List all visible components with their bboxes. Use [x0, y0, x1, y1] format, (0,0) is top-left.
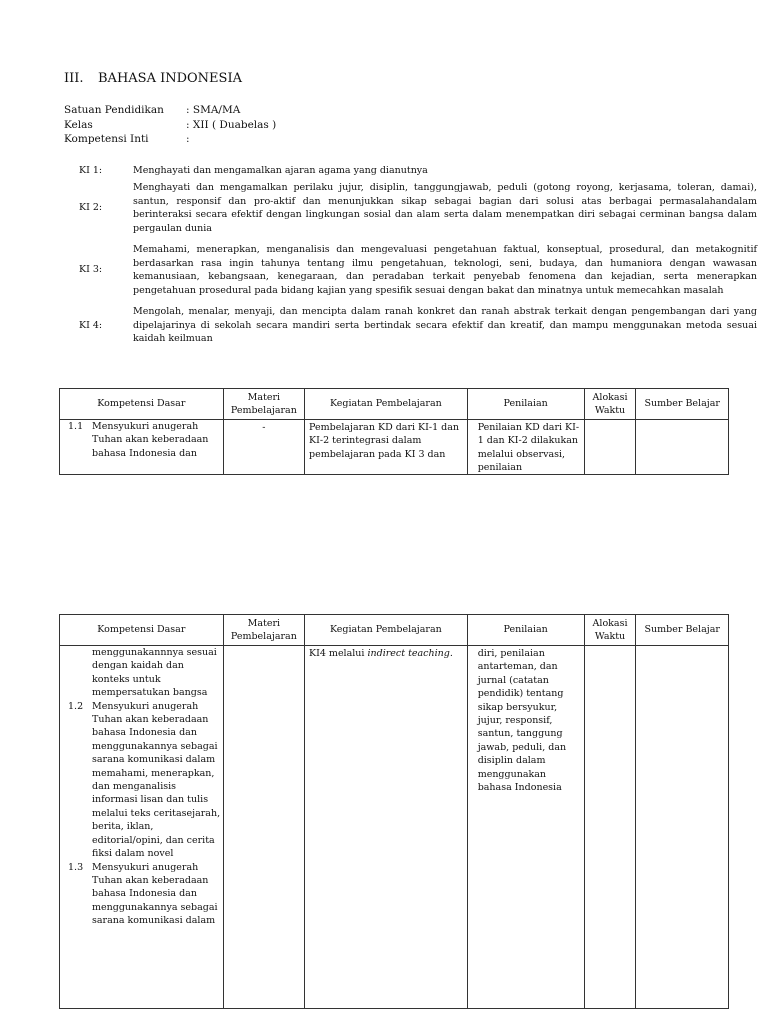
kd-text: Mensyukuri anugerah Tuhan akan keberadaan bahasa Indonesia dan [92, 421, 209, 459]
ki-text: Menghayati dan mengamalkan perilaku jujur, disiplin, tanggungjawab, peduli (gotong royong, kerjasama, toleran, damai), santun, responsif dan pro-aktif dan menunjukkan sikap sebagai bagian dari solusi atas berbagai permasalahandalam berinteraksi secara efektif dengan lingkungan sosial dan alam serta dalam menempatkan diri sebagai cerminan bangsa dalam pergaulan dunia [133, 182, 757, 234]
kd-number: 1.3 [68, 861, 84, 873]
header-materi: Materi Pembelajaran [223, 615, 304, 646]
penilaian-cell [467, 420, 584, 475]
meta-row-kompetensi-inti [64, 132, 276, 147]
ki-label: KI 1: [79, 165, 103, 176]
kegiatan-italic: indirect teaching. [367, 648, 453, 659]
kd-item [60, 700, 223, 861]
meta-label: Satuan Pendidikan [64, 104, 164, 116]
kd-table-2 [59, 614, 729, 1009]
ki-4 [79, 305, 757, 346]
kd-number: 1.2 [68, 700, 84, 712]
header-kegiatan: Kegiatan Pembelajaran [305, 389, 468, 420]
header-materi: Materi Pembelajaran [223, 389, 304, 420]
section-number: III. [64, 71, 84, 86]
kegiatan-text [305, 646, 467, 661]
meta-value: : [186, 133, 190, 145]
ki-2 [79, 181, 757, 235]
kegiatan-text: Pembelajaran KD dari KI-1 dan KI-2 terintegrasi dalam pembelajaran pada KI 3 dan [309, 422, 460, 460]
header-kd: Kompetensi Dasar [60, 615, 224, 646]
penilaian-text: diri, penilaian antarteman, dan jurnal (catatan pendidik) tentang sikap bersyukur, jujur, responsif, santun, tanggung jawab, peduli, dan disiplin dalam menggunakan bahasa Indonesia [477, 648, 567, 794]
table-row [60, 420, 729, 475]
table-row [60, 646, 729, 1009]
sumber-cell [636, 420, 729, 475]
kd-text: Mensyukuri anugerah Tuhan akan keberadaan bahasa Indonesia dan menggunakannya sebagai sarana komunikasi dalam [92, 861, 218, 927]
meta-row-kelas [64, 118, 276, 133]
header-kegiatan: Kegiatan Pembelajaran [305, 615, 468, 646]
penilaian-cell [467, 646, 584, 1009]
sumber-cell [636, 646, 729, 1009]
penilaian-text: Penilaian KD dari KI-1 dan KI-2 dilakukan melalui observasi, penilaian [477, 422, 580, 474]
meta-block [64, 103, 276, 147]
kegiatan-cell [305, 420, 468, 475]
kegiatan-prefix: KI4 melalui [309, 648, 368, 659]
table-header-row [60, 615, 729, 646]
section-title [64, 71, 242, 86]
header-penilaian: Penilaian [467, 615, 584, 646]
kd-table-1 [59, 388, 729, 475]
meta-value: : XII ( Duabelas ) [186, 118, 277, 131]
ki-label: KI 4: [79, 319, 103, 331]
header-penilaian: Penilaian [467, 389, 584, 420]
section-heading: BAHASA INDONESIA [98, 71, 242, 86]
meta-row-satuan [64, 103, 276, 118]
meta-label: Kompetensi Inti [64, 133, 149, 145]
kd-cell [60, 646, 224, 1009]
header-sumber: Sumber Belajar [636, 389, 729, 420]
kegiatan-cell [305, 646, 468, 1009]
ki-text: Mengolah, menalar, menyaji, dan mencipta dalam ranah konkret dan ranah abstrak terkait dengan pengembangan dari yang dipelajarinya di sekolah secara mandiri serta bertindak secara efektif dan kreatif, dan mampu menggunakan metoda sesuai kaidah keilmuan [133, 306, 757, 344]
header-alokasi: Alokasi Waktu [584, 615, 636, 646]
kd-text: Mensyukuri anugerah Tuhan akan keberadaan bahasa Indonesia dan menggunakannya sebagai sarana komunikasi dalam memahami, menerapkan, dan menganalisis informasi lisan dan tulis melalui teks ceritasejarah, berita, iklan, editorial/opini, dan cerita fiksi dalam novel [92, 700, 221, 860]
meta-value: : SMA/MA [186, 104, 241, 116]
ki-label: KI 3: [79, 264, 103, 276]
header-kd: Kompetensi Dasar [60, 389, 224, 420]
ki-text: Menghayati dan mengamalkan ajaran agama yang dianutnya [133, 165, 428, 176]
kd-number: 1.1 [68, 421, 84, 432]
kd-number-empty [60, 646, 92, 700]
kd-item-continued [60, 646, 223, 700]
kd-text: menggunakannnya sesuai dengan kaidah dan konteks untuk mempersatukan bangsa [92, 647, 217, 699]
table-header-row [60, 389, 729, 420]
header-sumber: Sumber Belajar [636, 615, 729, 646]
header-alokasi: Alokasi Waktu [584, 389, 636, 420]
kd-cell [60, 420, 224, 475]
ki-label: KI 2: [79, 202, 103, 214]
materi-cell [223, 646, 304, 1009]
materi-text: - [262, 422, 266, 433]
alokasi-cell [584, 646, 636, 1009]
alokasi-cell [584, 420, 636, 475]
kd-item [60, 420, 223, 460]
materi-cell [223, 420, 304, 475]
meta-label: Kelas [64, 118, 93, 131]
ki-3 [79, 243, 757, 297]
kd-item [60, 861, 223, 928]
ki-text: Memahami, menerapkan, menganalisis dan mengevaluasi pengetahuan faktual, konseptual, prosedural, dan metakognitif berdasarkan rasa ingin tahunya tentang ilmu pengetahuan, teknologi, seni, budaya, dan humaniora dengan wawasan kemanusiaan, kebangsaan, kenegaraan, dan peradaban terkait penyebab fenomena dan kejadian, serta menerapkan pengetahuan prosedural pada bidang kajian yang spesifik sesuai dengan bakat dan minatnya untuk memecahkan masalah [133, 244, 757, 296]
ki-1 [79, 164, 757, 178]
